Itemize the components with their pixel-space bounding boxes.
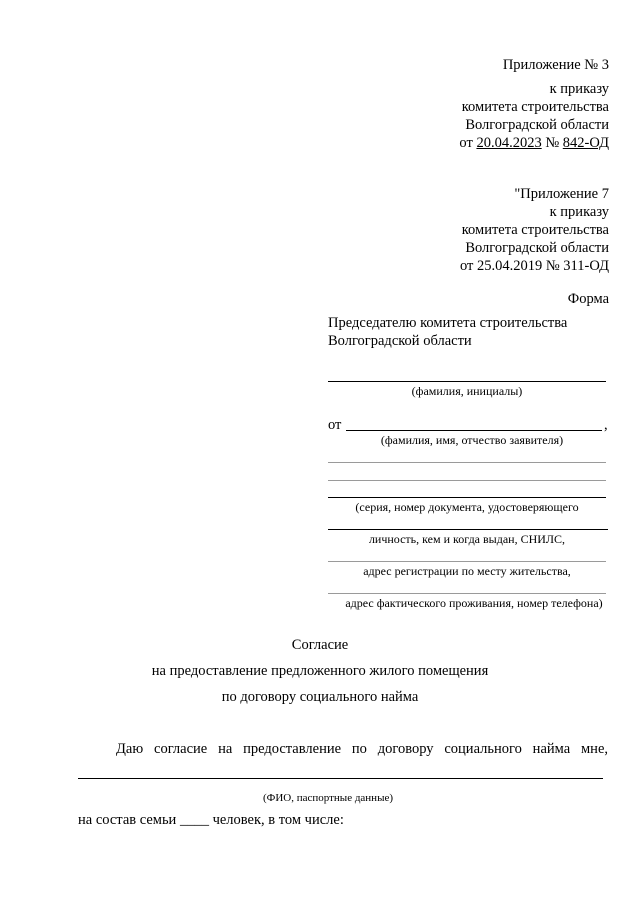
caption-applicant: (фамилия, имя, отчество заявителя) [380,433,564,447]
consent-body: Даю согласие на предоставление по договору социального найма мне, [116,741,608,757]
appendix7-line1: к приказу [549,204,609,220]
registration-line [328,561,606,562]
appendix3-num-prefix: № [545,135,560,151]
from-comma: , [604,417,608,433]
fio-line [78,778,603,779]
applicant-blank-line-2 [328,480,606,481]
caption-reg: адрес регистрации по месту жительства, [363,564,571,578]
addressee-line1: Председателю комитета строительства [328,315,568,331]
caption-name: (фамилия, инициалы) [411,384,523,398]
appendix3-line3: Волгоградской области [465,117,609,133]
appendix3-line2: комитета строительства [461,99,609,115]
appendix3-date: 20.04.2023 [476,135,542,151]
document-line [328,497,606,498]
from-label: от [328,417,342,433]
caption-fio: (ФИО, паспортные данные) [262,792,394,804]
appendix3-line1: к приказу [549,81,609,97]
appendix3-date-prefix: от [459,135,473,151]
identity-line [328,529,608,530]
addressee-line2: Волгоградской области [328,333,472,349]
consent-title: Согласие [291,637,349,653]
caption-doc2: личность, кем и когда выдан, СНИЛС, [368,532,566,546]
consent-subtitle-2: по договору социального найма [221,689,419,705]
applicant-name-line [346,430,602,431]
appendix7-line2: комитета строительства [461,222,609,238]
chairman-name-line [328,381,606,382]
appendix3-title: Приложение № 3 [502,57,609,73]
actual-address-line [328,593,606,594]
applicant-blank-line-1 [328,462,606,463]
caption-actual: адрес фактического проживания, номер телефона) [345,596,603,610]
consent-subtitle-1: на предоставление предложенного жилого помещения [151,663,489,679]
appendix7-date-line: от 25.04.2019 № 311-ОД [459,258,609,274]
appendix3-date-line [459,134,609,152]
appendix7-line3: Волгоградской области [465,240,609,256]
form-label: Форма [567,291,609,307]
appendix7-title: "Приложение 7 [514,186,609,202]
appendix3-number: 842-ОД [562,135,609,151]
family-text: на состав семьи ____ человек, в том числе: [78,812,344,828]
caption-doc1: (серия, номер документа, удостоверяющего [355,500,579,514]
